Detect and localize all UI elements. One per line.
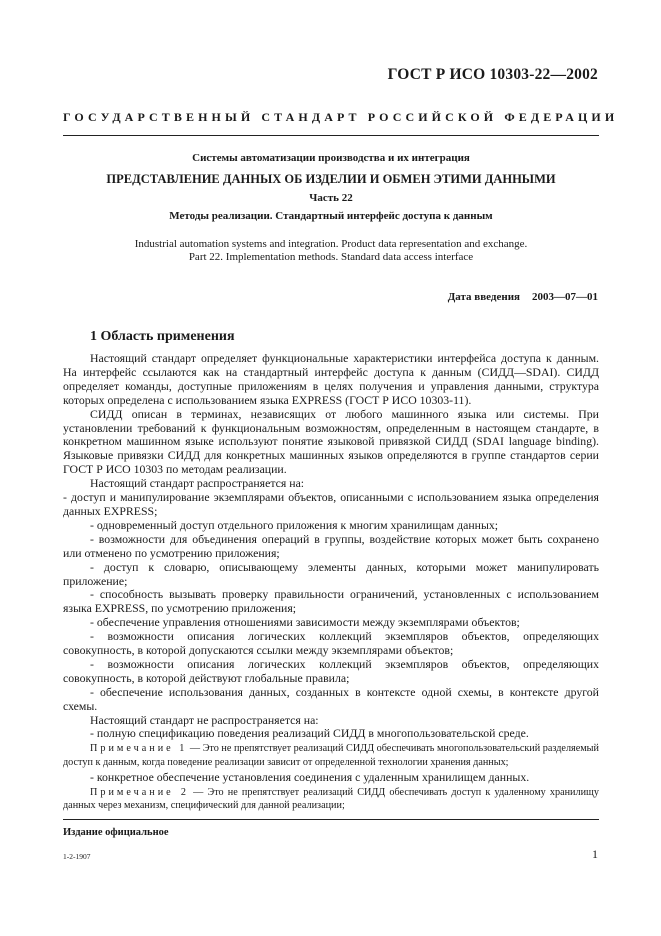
english-title-line-1: Industrial automation systems and integration. Product data representation and exchange. bbox=[134, 238, 528, 250]
title-line-2: ПРЕДСТАВЛЕНИЕ ДАННЫХ ОБ ИЗДЕЛИИ И ОБМЕН ЭТИМИ ДАННЫМИ bbox=[106, 172, 556, 186]
scope-list-item: - способность вызывать проверку правильности ограничений, установленных с использованием языка EXPRESS, по усмотрению приложения; bbox=[63, 587, 599, 616]
scope-list-item: - доступ к словарю, описывающему элементы данных, которыми может манипулировать приложение; bbox=[63, 559, 599, 588]
page-number: 1 bbox=[592, 847, 598, 861]
standard-number: ГОСТ Р ИСО 10303-22—2002 bbox=[387, 66, 598, 83]
header-divider bbox=[63, 135, 599, 136]
note-2-label: Примечание 2 bbox=[90, 786, 189, 798]
scope-list-item: - обеспечение использования данных, созданных в контексте одной схемы, в контексте другой схемы. bbox=[63, 684, 599, 713]
note-2 bbox=[63, 786, 599, 812]
scope-list-item: - доступ и манипулирование экземплярами объектов, описанными с использованием языка определения данных EXPRESS; bbox=[63, 490, 599, 518]
section-heading: 1 Область применения bbox=[90, 329, 235, 344]
print-code: 1-2-1907 bbox=[63, 852, 91, 861]
section-body bbox=[63, 352, 599, 812]
not-apply-item: - полную спецификацию поведения реализаций СИДД в многопользовательской среде. bbox=[90, 726, 529, 741]
title-part: Часть 22 bbox=[309, 192, 353, 204]
scope-list-item: - одновременный доступ отдельного приложения к многим хранилищам данных; bbox=[90, 517, 499, 532]
scope-list-item: - возможности описания логических коллекций экземпляров объектов, определяющих совокупность, в которой допускаются ссылки между экземплярами объектов; bbox=[63, 629, 599, 658]
state-standard-header: ГОСУДАРСТВЕННЫЙ СТАНДАРТ РОССИЙСКОЙ ФЕДЕРАЦИИ bbox=[63, 110, 619, 124]
scope-list-item: - обеспечение управления отношениями зависимости между экземплярами объектов; bbox=[90, 615, 520, 630]
title-line-1: Системы автоматизации производства и их интеграция bbox=[192, 152, 470, 164]
paragraph: Настоящий стандарт определяет функциональные характеристики интерфейса доступа к данным. На интерфейс ссылаются как на стандартный интерфейс доступа к данным (СИДД—SDAI). СИДД определяет команды, доступные приложениям в целях получения и управления данными, структура которых определена с использованием языка EXPRESS (ГОСТ Р ИСО 10303-11). bbox=[63, 351, 599, 407]
note-1 bbox=[63, 742, 599, 768]
paragraph: Настоящий стандарт распространяется на: bbox=[90, 476, 305, 491]
footer-divider bbox=[63, 819, 599, 820]
title-subtitle: Методы реализации. Стандартный интерфейс доступа к данным bbox=[169, 210, 493, 222]
paragraph: СИДД описан в терминах, независящих от любого машинного языка или системы. При установлении требований к функциональным возможностям, определенным в настоящем стандарте, в конкретном машинном языке используют понятие языковой привязкой СИДД (SDAI language binding). Языковые привязки СИДД для конкретных машинных языков определяются в группе стандартов серии ГОСТ Р ИСО 10303 по методам реализации. bbox=[63, 406, 599, 477]
introduction-date-label: Дата введения bbox=[447, 291, 520, 303]
introduction-date bbox=[448, 291, 598, 303]
note-2-text: — Это не препятствует реализаций СИДД обеспечивать доступ к удаленному хранилищу данных через механизм, специфический для данной реализации; bbox=[63, 786, 599, 811]
not-apply-intro: Настоящий стандарт не распространяется на: bbox=[90, 712, 319, 727]
scope-list-item: - возможности для объединения операций в группы, воздействие которых может быть сохранено или отменено по усмотрению приложения; bbox=[63, 531, 599, 560]
not-apply-item: - конкретное обеспечение установления соединения с удаленным хранилищем данных. bbox=[90, 769, 530, 784]
note-1-label: Примечание 1 bbox=[90, 743, 188, 755]
introduction-date-value: 2003—07—01 bbox=[532, 291, 598, 303]
scope-list-item: - возможности описания логических коллекций экземпляров объектов, определяющих совокупность, в которой действуют глобальные правила; bbox=[63, 656, 599, 685]
english-title-line-2: Part 22. Implementation methods. Standard data access interface bbox=[188, 251, 474, 263]
note-1-text: — Это не препятствует реализаций СИДД обеспечивать многопользовательский разделяемый доступ к данным, когда поведение реализации зависит от определенной технологии хранения данных; bbox=[63, 743, 599, 768]
edition-label: Издание официальное bbox=[63, 827, 169, 838]
